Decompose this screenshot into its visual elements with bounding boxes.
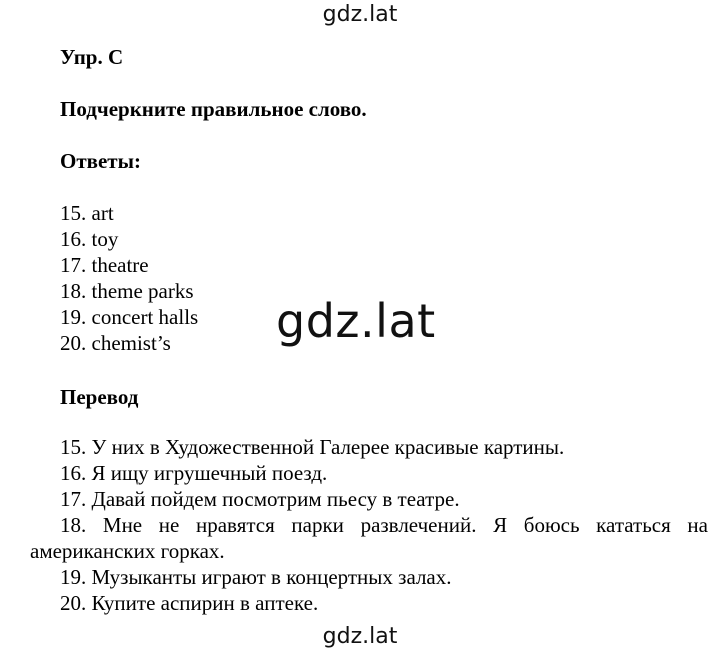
translation-heading: Перевод (60, 385, 139, 409)
answers-list (60, 200, 198, 356)
answer-item: 17. theatre (60, 253, 149, 277)
answer-item: 16. toy (60, 227, 119, 251)
answers-heading: Ответы: (60, 149, 142, 173)
answer-item: 15. art (60, 201, 114, 225)
answer-item: 19. concert halls (60, 305, 199, 329)
translation-item: 19. Музыканты играют в концертных залах. (60, 565, 452, 589)
watermark-middle: gdz.lat (276, 294, 436, 348)
watermark-top: gdz.lat (322, 2, 398, 27)
instruction-heading: Подчеркните правильное слово. (60, 97, 367, 121)
translation-item: 18. Мне не нравятся парки развлечений. Я боюсь кататься на американских горках. (30, 513, 708, 563)
translation-item: 16. Я ищу игрушечный поезд. (60, 461, 328, 485)
exercise-title: Упр. С (60, 45, 124, 69)
answer-item: 20. chemist’s (60, 331, 171, 355)
translation-item: 17. Давай пойдем посмотрим пьесу в театре. (60, 487, 460, 511)
watermark-bottom: gdz.lat (322, 624, 398, 649)
translation-item: 15. У них в Художественной Галерее красивые картины. (60, 435, 565, 459)
translation-item: 20. Купите аспирин в аптеке. (60, 591, 319, 615)
answer-item: 18. theme parks (60, 279, 194, 303)
translations-list (30, 434, 708, 616)
